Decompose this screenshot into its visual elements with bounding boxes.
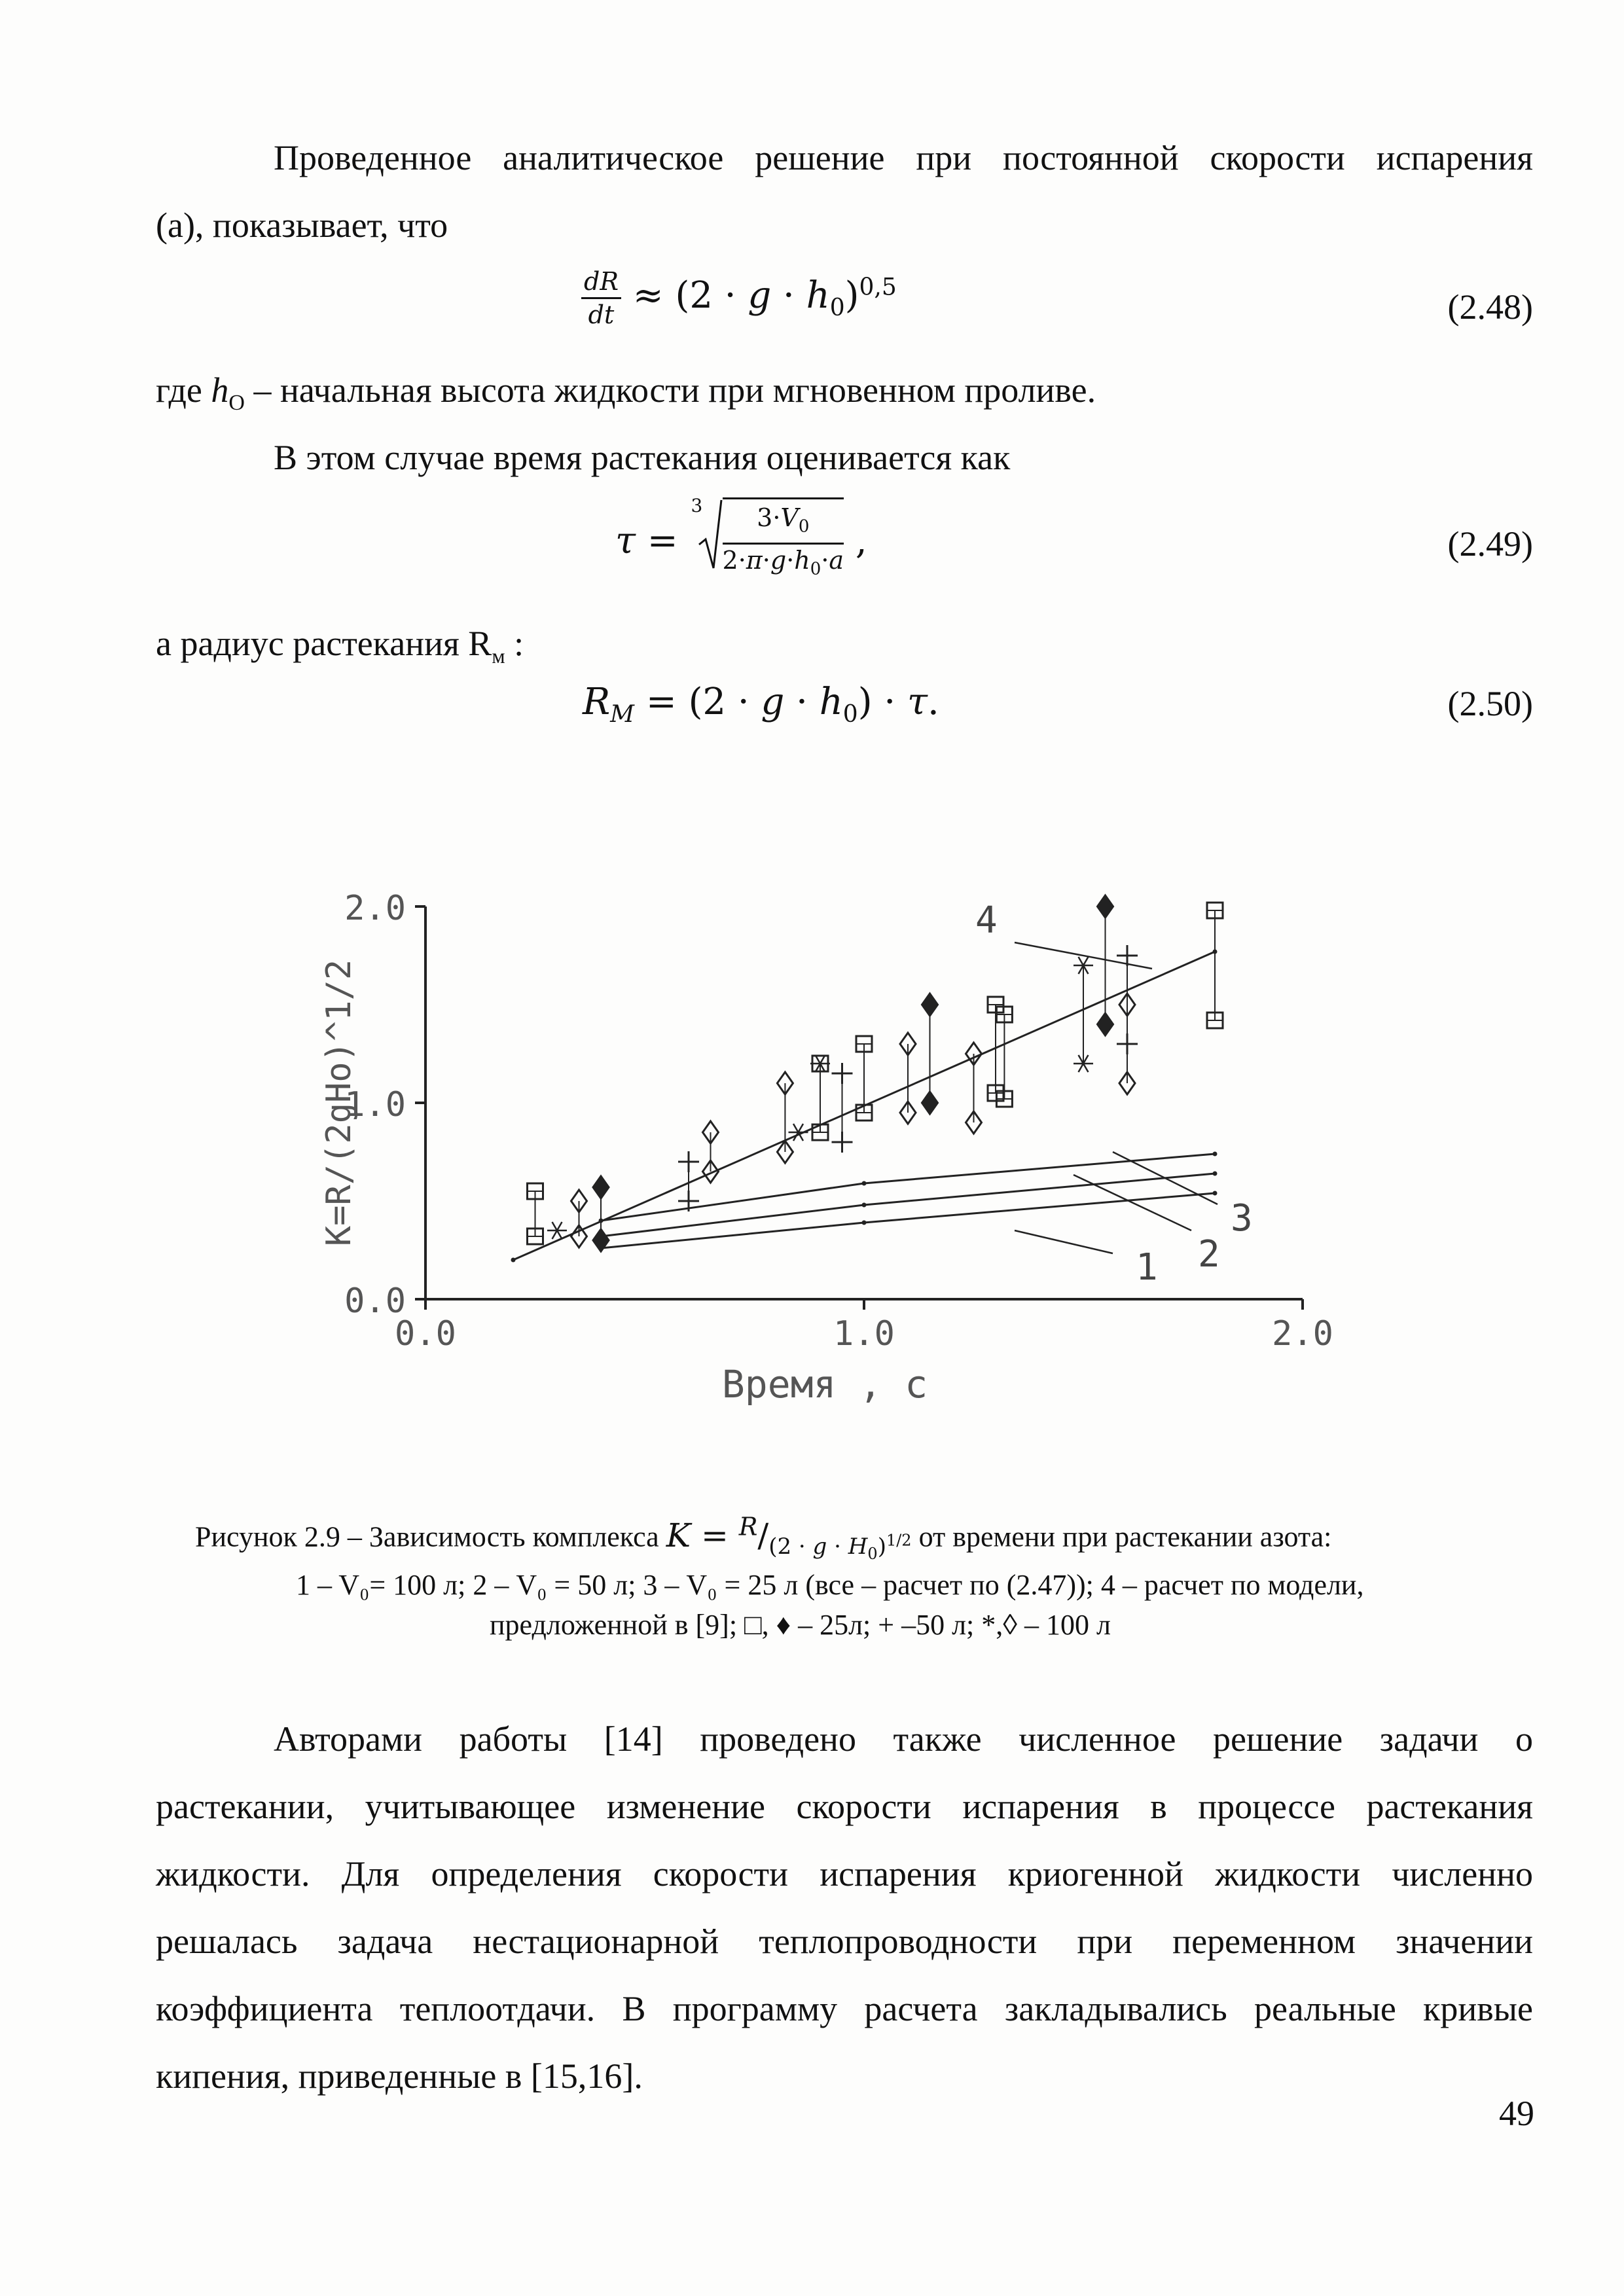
data-point-star [789, 1124, 808, 1141]
curve-node [511, 1258, 516, 1263]
paragraph-line: решалась задача нестационарной теплопроводности при переменном значении [156, 1922, 1533, 1961]
curve-leader-line [1074, 1175, 1191, 1230]
paragraph-line: а радиус растекания $R_м$ : [156, 624, 524, 668]
diamond-marker [777, 1072, 793, 1094]
square-marker [988, 997, 1003, 1013]
data-point-plus [832, 1063, 853, 1084]
curve-node [862, 1203, 867, 1208]
radical-sign [698, 499, 723, 571]
star-stroke [552, 1222, 562, 1239]
curve-node [1213, 1191, 1218, 1196]
paragraph-line: растекании, учитывающее изменение скорости испарения в процессе растекания [156, 1787, 1533, 1826]
diamond-marker [1098, 895, 1113, 918]
curve-node [599, 1219, 604, 1223]
curve-1 [601, 1193, 1215, 1248]
data-point-star [810, 1055, 830, 1072]
diamond-marker [703, 1160, 719, 1183]
star-stroke [1079, 1055, 1089, 1072]
diamond-marker [1119, 994, 1135, 1016]
data-point-diamond-filled [593, 1176, 609, 1198]
square-marker [856, 1105, 872, 1121]
equation-2-50: $R_M = (2 \cdot g \cdot h_0) \cdot \tau$. [583, 681, 939, 728]
square-marker [988, 1085, 1003, 1101]
data-point-diamond-filled [922, 994, 938, 1016]
data-point-square [988, 1085, 1003, 1101]
y-tick-label: 1.0 [344, 1085, 406, 1124]
y-tick-label: 0.0 [344, 1282, 406, 1321]
data-point-square [528, 1229, 543, 1244]
curve-leader-line [1015, 1230, 1113, 1253]
diamond-marker [966, 1111, 982, 1134]
paragraph-line: Авторами работы [14] проведено также численное решение задачи о [274, 1719, 1533, 1759]
diamond-marker [777, 1141, 793, 1163]
data-point-diamond-filled [922, 1092, 938, 1114]
y-tick-label: 2.0 [344, 889, 406, 928]
data-point-square [988, 997, 1003, 1013]
data-point-diamond [571, 1190, 587, 1212]
curve-label-4: 4 [975, 899, 998, 942]
star-stroke [816, 1055, 825, 1072]
data-point-diamond [900, 1102, 916, 1124]
equation-number: (2.50) [1447, 684, 1533, 723]
diamond-marker [922, 994, 938, 1016]
star-stroke [1079, 957, 1089, 974]
diamond-marker [593, 1176, 609, 1198]
star-stroke [1079, 957, 1089, 974]
x-tick-label: 2.0 [1272, 1314, 1333, 1354]
curve-leader-line [1015, 942, 1152, 969]
x-tick-label: 1.0 [833, 1314, 895, 1354]
figure-caption-line2: 1 – V₀= 100 л; 2 – V₀ = 50 л; 3 – V₀ = 25 л (все – расчет по (2.47)); 4 – расчет по модели, [296, 1569, 1364, 1601]
data-point-square [856, 1036, 872, 1052]
data-point-square [996, 1091, 1012, 1107]
paragraph-line: кипения, приведенные в [15,16]. [156, 2056, 643, 2096]
square-marker [996, 1091, 1012, 1107]
chart-labels [319, 889, 1333, 1407]
figure-caption-line1: Рисунок 2.9 – Зависимость комплекса $K = ^R/_{(2 \cdot g \cdot H_0)^{1/2}}$ от времени при растекании азота: [195, 1512, 1332, 1563]
square-marker [812, 1056, 828, 1071]
data-point-square [812, 1124, 828, 1140]
curve-4 [513, 952, 1215, 1260]
chart-curves [511, 942, 1218, 1263]
x-tick-label: 0.0 [395, 1314, 456, 1354]
star-stroke [552, 1222, 562, 1239]
paragraph-line: коэффициента теплоотдачи. В программу расчета закладывались реальные кривые [156, 1989, 1533, 2028]
equation-2-49: τ = 3 $\frac{3\cdot V_0}{2\cdot\pi\cdot g\cdot h_0\cdot a}$ , [615, 497, 867, 584]
x-axis-label: Время , с [721, 1362, 928, 1407]
curve-node [862, 1181, 867, 1186]
chart-points [528, 895, 1223, 1251]
star-stroke [1079, 1055, 1089, 1072]
data-point-diamond [966, 1111, 982, 1134]
data-point-plus [1117, 945, 1138, 966]
curve-label-1: 1 [1136, 1246, 1158, 1289]
square-marker [996, 1007, 1012, 1022]
square-marker [528, 1229, 543, 1244]
star-stroke [816, 1055, 825, 1072]
data-point-diamond [777, 1072, 793, 1094]
data-point-star [547, 1222, 567, 1239]
data-point-diamond [966, 1043, 982, 1065]
paragraph-line: Проведенное аналитическое решение при постоянной скорости испарения [274, 138, 1533, 177]
data-point-diamond-filled [593, 1229, 609, 1251]
diamond-marker [900, 1102, 916, 1124]
y-axis-label: K=R/(2gHo)^1/2 [319, 959, 359, 1247]
data-point-diamond [777, 1141, 793, 1163]
data-point-square [812, 1056, 828, 1071]
data-point-diamond [703, 1121, 719, 1143]
data-point-diamond [703, 1160, 719, 1183]
curve-node [862, 1221, 867, 1225]
diamond-marker [900, 1033, 916, 1055]
paragraph-line: где $h_O$ – начальная высота жидкости при мгновенном проливе. [156, 370, 1096, 415]
data-point-square [1207, 903, 1223, 918]
data-point-plus [678, 1151, 699, 1172]
diamond-marker [593, 1229, 609, 1251]
data-point-diamond [1119, 994, 1135, 1016]
curve-2 [601, 1174, 1215, 1236]
data-point-plus [832, 1132, 853, 1153]
star-stroke [793, 1124, 803, 1141]
data-point-star [1074, 1055, 1093, 1072]
diamond-marker [1119, 1072, 1135, 1094]
page-number: 49 [1499, 2094, 1534, 2133]
diamond-marker [571, 1225, 587, 1247]
square-marker [812, 1124, 828, 1140]
paragraph-line: В этом случае время растекания оценивается как [274, 438, 1011, 477]
diamond-marker [703, 1121, 719, 1143]
data-point-diamond [1119, 1072, 1135, 1094]
diamond-marker [571, 1190, 587, 1212]
paragraph-line: (а), показывает, что [156, 206, 448, 245]
curve-label-2: 2 [1198, 1233, 1220, 1276]
data-point-plus [678, 1191, 699, 1211]
data-point-diamond [900, 1033, 916, 1055]
equation-number: (2.49) [1447, 524, 1533, 564]
curve-3 [601, 1154, 1215, 1221]
data-point-plus [1117, 1033, 1138, 1054]
diamond-marker [1098, 1013, 1113, 1035]
curve-label-3: 3 [1231, 1197, 1253, 1240]
curve-node [1213, 950, 1218, 954]
diamond-marker [922, 1092, 938, 1114]
data-point-star [1074, 957, 1093, 974]
diamond-marker [966, 1043, 982, 1065]
data-point-diamond-filled [1098, 895, 1113, 918]
square-marker [856, 1036, 872, 1052]
data-point-diamond [571, 1225, 587, 1247]
data-point-square [1207, 1013, 1223, 1028]
equation-number: (2.48) [1447, 287, 1533, 327]
curve-leader-line [1113, 1152, 1218, 1204]
chart-axes [415, 906, 1303, 1310]
curve-node [1213, 1152, 1218, 1157]
square-marker [528, 1183, 543, 1199]
equation-2-48: $\frac{dR}{dt}$ ≈ $(2 \cdot g \cdot h_0)^{0,5}$ [581, 266, 897, 331]
square-marker [1207, 1013, 1223, 1028]
data-point-square [996, 1007, 1012, 1022]
paragraph-line: жидкости. Для определения скорости испарения криогенной жидкости численно [156, 1854, 1533, 1893]
data-point-square [528, 1183, 543, 1199]
data-point-diamond-filled [1098, 1013, 1113, 1035]
square-marker [1207, 903, 1223, 918]
curve-node [599, 1234, 604, 1239]
curve-node [599, 1246, 604, 1251]
data-point-square [856, 1105, 872, 1121]
star-stroke [793, 1124, 803, 1141]
curve-node [1213, 1172, 1218, 1176]
figure-caption-line3: предложенной в [9]; □, ♦ – 25л; + –50 л; *,◊ – 100 л [490, 1609, 1111, 1641]
